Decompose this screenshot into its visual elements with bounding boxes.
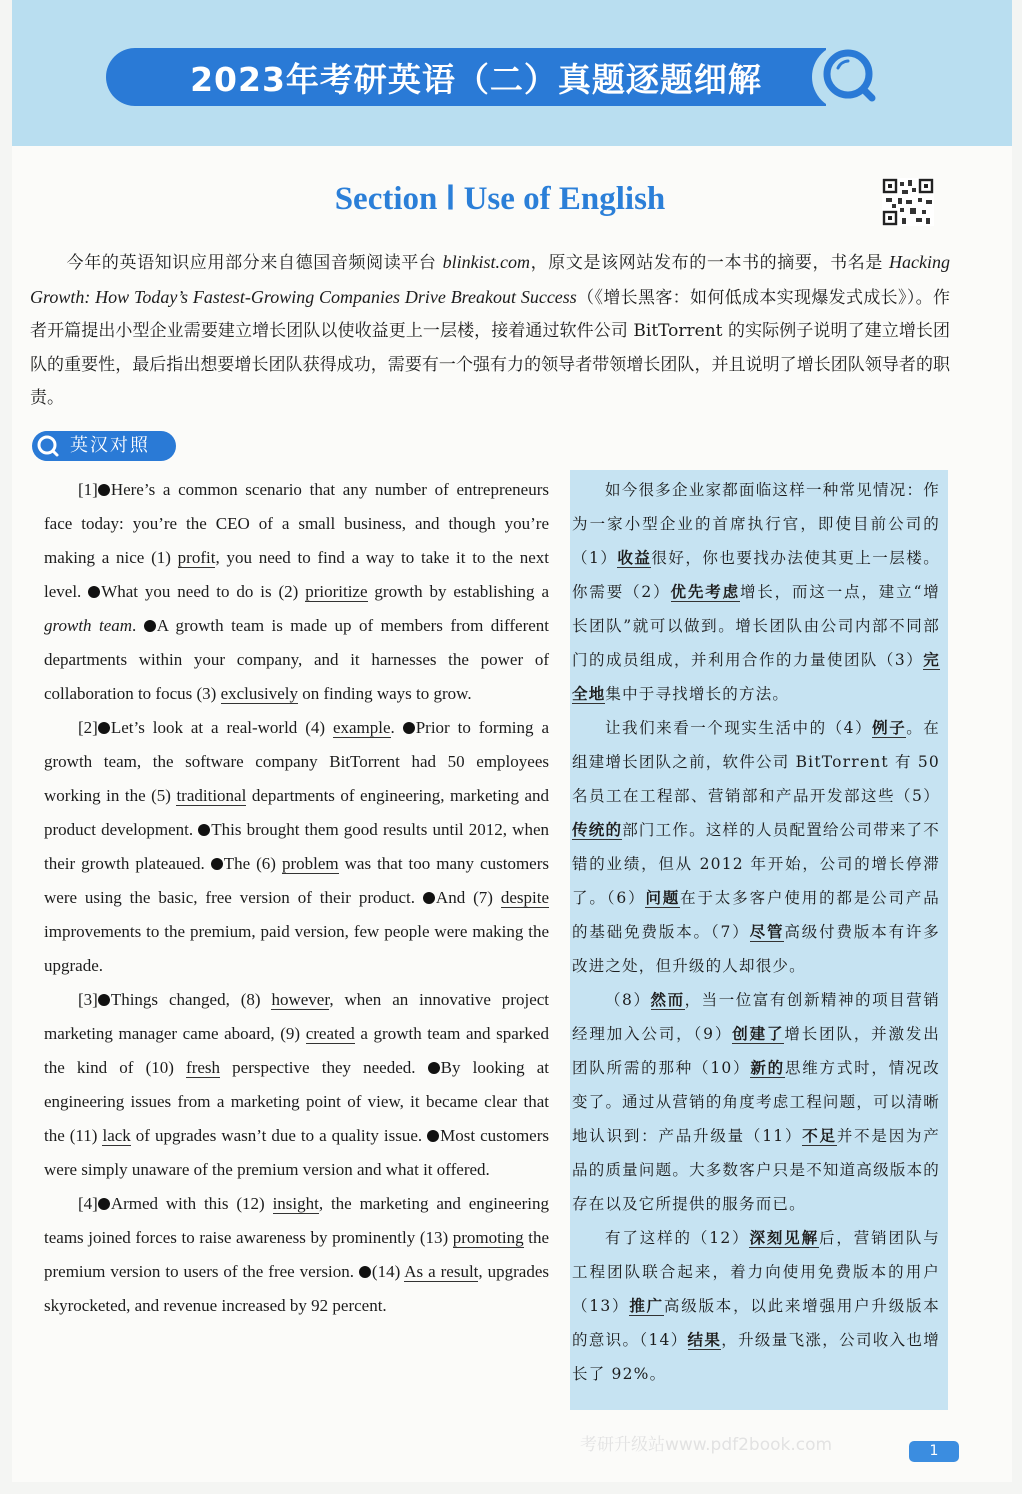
watermark: 考研升级站www.pdf2book.com <box>580 1435 833 1455</box>
source-site: blinkist.com <box>442 252 531 272</box>
chinese-paragraph-4: 有了这样的（12）深刻见解后，营销团队与工程团队联合起来，着力向使用免费版本的用户（13）推广高级版本，以此来增强用户升级版本的意识。（14）结果，升级量飞涨，公司收入也增长了 92%。 <box>572 1229 941 1383</box>
cn-answer-5: 传统的 <box>572 821 623 839</box>
sentence-marker-icon <box>423 892 435 904</box>
sentence-marker-icon <box>98 722 110 734</box>
english-paragraph-3: [3] Things changed, (8) however, when an innovative project marketing manager came aboard, (9) created a growth team and sparked the kind of (10) fresh perspective they needed. By looking at engineering issues from a marketing point of view, it became clear that the (11) lack of upgrades wasn’t due to a quality issue. Most customers were simply unaware of the premium version and what it offered. <box>44 990 550 1179</box>
page-number: 1 <box>909 1441 959 1462</box>
chinese-paragraph-1: 如今很多企业家都面临这样一种常见情况：作为一家小型企业的首席执行官，即使目前公司的（1）收益很好，你也要找办法使其更上一层楼。你需要（2）优先考虑增长，而这一点，建立“增长团队”就可以做到。增长团队由公司内部不同部门的成员组成，并利用合作的力量使团队（3）完全地集中于寻找增长的方法。 <box>572 481 941 703</box>
sentence-marker-icon <box>359 1266 371 1278</box>
answer-7: despite <box>500 888 549 907</box>
sentence-marker-icon <box>198 824 210 836</box>
answer-12: insight <box>272 1194 319 1213</box>
magnifier-icon <box>818 44 884 110</box>
answer-13: promoting <box>452 1228 524 1247</box>
english-paragraph-1: [1] Here’s a common scenario that any number of entrepreneurs face today: you’re the CEO of a small business, and though you’re making a nice (1) profit, you need to find a way to take it to the next level. What you need to do is (2) prioritize growth by establishing a growth team. A growth team is made up of members from different departments within your company, and it harnesses the power of collaboration to focus (3) exclusively on finding ways to grow. <box>44 480 550 703</box>
chapter-title-banner <box>106 48 826 106</box>
section-title: Section Ⅰ Use of English <box>334 181 666 217</box>
cn-answer-13: 推广 <box>629 1297 664 1315</box>
answer-3: exclusively <box>220 684 298 703</box>
sentence-marker-icon <box>428 1062 440 1074</box>
sentence-marker-icon <box>144 620 156 632</box>
sentence-marker-icon <box>88 586 100 598</box>
sentence-marker-icon <box>403 722 415 734</box>
answer-11: lack <box>102 1126 131 1145</box>
intro-paragraph: 今年的英语知识应用部分来自德国音频阅读平台 blinkist.com，原文是该网站发布的一本书的摘要，书名是 Hacking Growth: How Today’s Fastest-Growing Companies Drive Breakout Success（《增长黑客：如何低成本实现爆发式成长》）。作者开篇提出小型企业需要建立增长团队以使收益更上一层楼，接着通过软件公司 BitTorrent 的实际例子说明了建立增长团队的重要性，最后指出想要增长团队获得成功，需要有一个强有力的领导者带领增长团队，并且说明了增长团队领导者的职责。 <box>30 252 950 408</box>
answer-9: created <box>305 1024 355 1043</box>
answer-6: problem <box>281 854 339 873</box>
sentence-marker-icon <box>427 1130 439 1142</box>
cn-answer-1: 收益 <box>617 549 652 567</box>
chapter-title: 2023年考研英语（二）真题逐题细解 <box>190 59 762 99</box>
cn-answer-7: 尽管 <box>749 923 785 941</box>
cn-answer-6: 问题 <box>645 889 681 907</box>
sentence-marker-icon <box>98 484 110 496</box>
answer-8: however <box>271 990 330 1009</box>
cn-answer-2: 优先考虑 <box>670 583 740 601</box>
sentence-marker-icon <box>211 858 223 870</box>
answer-14: As a result <box>404 1262 479 1281</box>
sentence-marker-icon <box>98 1198 110 1210</box>
chinese-paragraph-3: （8）然而，当一位富有创新精神的项目营销经理加入公司，（9）创建了增长团队，并激发出团队所需的那种（10）新的思维方式时，情况改变了。通过从营销的角度考虑工程问题，可以清晰地认识到：产品升级量（11）不足并不是因为产品的质量问题。大多数客户只是不知道高级版本的存在以及它所提供的服务而已。 <box>572 991 940 1213</box>
answer-1: profit <box>177 548 216 567</box>
cn-answer-4: 例子 <box>872 719 907 737</box>
book-title: Hacking Growth: How Today’s Fastest-Growing Companies Drive Breakout Success <box>30 252 950 307</box>
answer-4: example <box>332 718 391 737</box>
cn-answer-12: 深刻见解 <box>749 1229 819 1247</box>
sentence-marker-icon <box>98 994 110 1006</box>
cn-answer-8: 然而 <box>650 991 685 1009</box>
english-passage <box>44 473 549 1323</box>
magnifier-icon <box>32 430 64 462</box>
bilingual-badge-label: 英汉对照 <box>70 435 150 456</box>
cn-answer-3: 完全地 <box>572 651 940 703</box>
qr-code-icon[interactable] <box>882 178 934 226</box>
cn-answer-9: 创建了 <box>732 1025 785 1043</box>
answer-5: traditional <box>176 786 247 805</box>
answer-10: fresh <box>186 1058 221 1077</box>
english-paragraph-2: [2] Let’s look at a real-world (4) example. Prior to forming a growth team, the software company BitTorrent had 50 employees working in the (5) traditional departments of engineering, marketing and product development. This brought them good results until 2012, when their growth plateaued. The (6) problem was that too many customers were using the basic, free version of their product. And (7) despite improvements to the premium, paid version, few people were making the upgrade. <box>44 718 549 975</box>
chinese-paragraph-2: 让我们来看一个现实生活中的（4）例子。在组建增长团队之前，软件公司 BitTorrent 有 50 名员工在工程部、营销部和产品开发部这些（5）传统的部门工作。这样的人员配置给公司带来了不错的业绩，但从 2012 年开始，公司的增长停滞了。（6）问题在于太多客户使用的都是公司产品的基础免费版本。（7）尽管高级付费版本有许多改进之处，但升级的人却很少。 <box>572 719 940 975</box>
english-paragraph-4: [4] Armed with this (12) insight, the marketing and engineering teams joined forces to raise awareness by prominently (13) promoting the premium version to users of the free version. (14) As a result, upgrades skyrocketed, and revenue increased by 92 percent. <box>44 1194 550 1315</box>
cn-answer-14: 结果 <box>687 1331 722 1349</box>
chinese-translation <box>572 473 940 1391</box>
cn-answer-11: 不足 <box>802 1127 837 1145</box>
cn-answer-10: 新的 <box>750 1059 785 1077</box>
answer-2: prioritize <box>305 582 368 601</box>
